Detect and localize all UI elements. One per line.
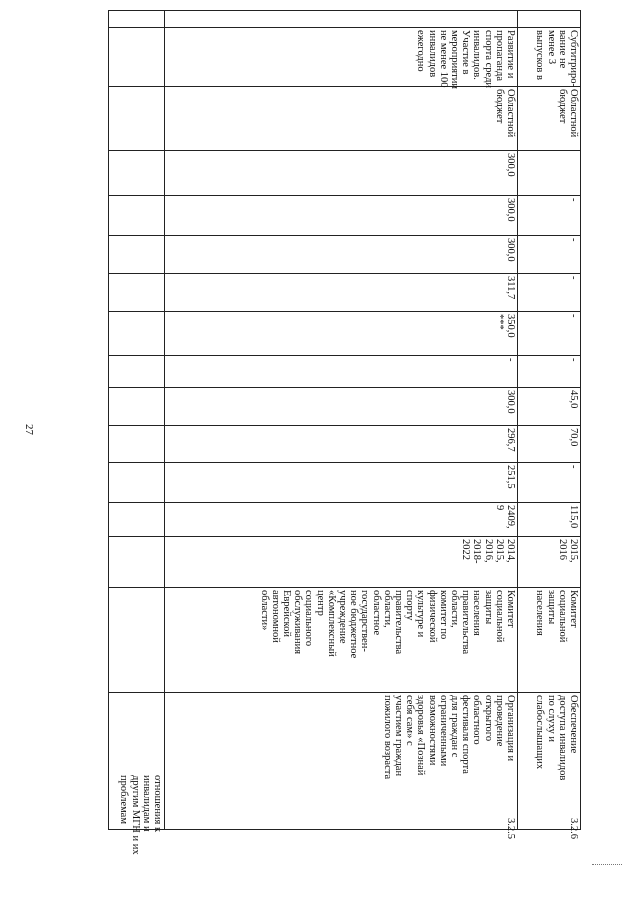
column-divider [109,273,580,274]
row-3-2-6-value-2018: - [568,314,579,318]
row-3-2-6-value-2019: - [568,276,579,280]
column-divider [109,502,580,503]
row-3-2-5-value-2016: 300,0 [505,390,516,414]
column-divider [109,462,580,463]
column-divider [109,311,580,312]
program-table [108,10,581,855]
row-3-2-5-event: Организация и проведение открытого областного фестиваля спорта для граждан с ограниченными возможностями здоровья «Познай себя сам» с участием граждан пожилого возраста [381,695,516,780]
row-3-2-6-funding-source: Областной бюджет [556,89,579,138]
row-3-2-5-executor: Комитет социальной защиты населения правительства области, комитет по физической культуре и спорту правительства области, областное государствен- ное бюджетное учреждение «Комплексный центр социального обслуживания Еврейской автономной области» [258,590,516,659]
row-3-2-5-value-2017: - [505,358,516,362]
row-3-2-6-value-2014: - [568,465,579,469]
column-divider [109,355,580,356]
column-divider [109,536,580,537]
row-divider [164,11,165,829]
column-divider [109,235,580,236]
column-divider [109,587,580,588]
row-3-2-5-value-2021: 300,0 [505,198,516,222]
row-3-2-5-value-2018: 350,0 *** [493,314,516,338]
row-3-2-5-number: 3.2.5 [505,818,516,839]
row-3-2-5-value-2022: 300,0 [505,153,516,177]
row-divider [517,11,518,829]
column-divider [109,27,580,28]
prev-row-event: отношения к инвалидам и другим МГН и их проблемам [118,775,163,855]
row-3-2-6-number: 3.2.6 [568,818,579,839]
column-divider [109,195,580,196]
row-3-2-6-value-2020: - [568,238,579,242]
row-3-2-5-value-2020: 300,0 [505,238,516,262]
column-divider [109,150,580,151]
row-3-2-6-total: 115,0 [568,505,579,529]
row-3-2-6-executor: Комитет социальной защиты населения [534,590,579,643]
row-3-2-6-value-2017: - [568,358,579,362]
row-3-2-6-expected-result: Субтитриро- вание не менее 3 выпусков в [534,30,579,87]
column-divider [109,692,580,693]
row-3-2-5-value-2014: 251,5 [505,465,516,489]
page-number: 27 [23,424,35,435]
row-3-2-5-years: 2014, 2015, 2016, 2018- 2022 [460,539,516,564]
row-3-2-5-funding-source: Областной бюджет [493,89,516,138]
row-3-2-6-years: 2015, 2016 [556,539,579,563]
row-3-2-5-value-2019: 311,7 [505,276,516,300]
row-3-2-6-value-2021: - [568,198,579,202]
row-3-2-5-expected-result: Развитие и пропаганда спорта среди инвалидов. Участие в мероприятии не менее 100 инвалидов ежегодно [415,30,516,89]
column-divider [109,425,580,426]
column-divider [109,387,580,388]
row-3-2-5-total: 2409, 9 [493,505,516,529]
row-3-2-6-value-2016: 45,0 [568,390,579,409]
row-3-2-6-value-2015: 70,0 [568,428,579,447]
row-3-2-5-value-2015: 296,7 [505,428,516,452]
row-3-2-6-event: Обеспечение доступа инвалидов по слуху и слабослышащих [534,695,579,781]
scan-mark [592,864,622,865]
